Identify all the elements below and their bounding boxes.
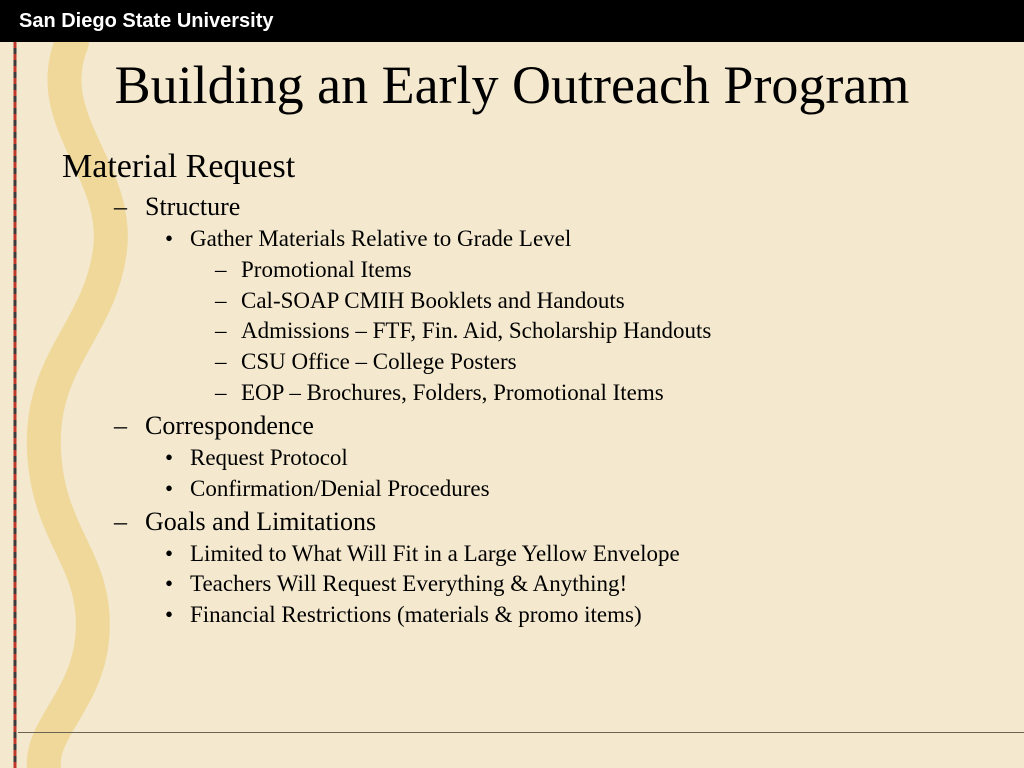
dash-marker: – xyxy=(215,349,227,374)
bullet-marker: • xyxy=(165,476,174,501)
subitem-admissions: Admissions – FTF, Fin. Aid, Scholarship Handouts xyxy=(241,318,712,343)
dash-marker: – xyxy=(215,380,227,405)
bullet-confirmation-denial: Confirmation/Denial Procedures xyxy=(190,476,490,501)
dash-marker: – xyxy=(215,288,227,313)
bullet-marker: • xyxy=(165,541,174,566)
dash-marker: – xyxy=(215,257,227,282)
bullet-marker: • xyxy=(165,226,174,251)
slide-title: Building an Early Outreach Program xyxy=(114,55,910,115)
bullet-marker: • xyxy=(165,445,174,470)
subitem-cal-soap: Cal-SOAP CMIH Booklets and Handouts xyxy=(241,288,625,313)
dash-marker: – xyxy=(215,318,227,343)
subitem-eop: EOP – Brochures, Folders, Promotional Items xyxy=(241,380,664,405)
header-bar xyxy=(0,0,1024,42)
bullet-marker: • xyxy=(165,571,174,596)
bullet-marker: • xyxy=(165,602,174,627)
bullet-gather-materials: Gather Materials Relative to Grade Level xyxy=(190,226,572,251)
dash-marker: – xyxy=(114,192,127,221)
dash-marker: – xyxy=(114,507,127,536)
subsection-correspondence: Correspondence xyxy=(145,411,314,440)
dash-marker: – xyxy=(114,411,127,440)
footer-divider xyxy=(18,732,1024,733)
subsection-structure: Structure xyxy=(145,192,241,221)
subitem-csu-office: CSU Office – College Posters xyxy=(241,349,517,374)
bullet-request-protocol: Request Protocol xyxy=(190,445,348,470)
bullet-teachers-request: Teachers Will Request Everything & Anything! xyxy=(190,571,628,596)
bullet-limited-envelope: Limited to What Will Fit in a Large Yellow Envelope xyxy=(190,541,680,566)
subitem-promotional-items: Promotional Items xyxy=(241,257,412,282)
subsection-goals-limitations: Goals and Limitations xyxy=(145,507,377,536)
university-name: San Diego State University xyxy=(19,10,274,32)
bullet-financial-restrictions: Financial Restrictions (materials & promo items) xyxy=(190,602,642,627)
section-heading: Material Request xyxy=(62,148,296,185)
